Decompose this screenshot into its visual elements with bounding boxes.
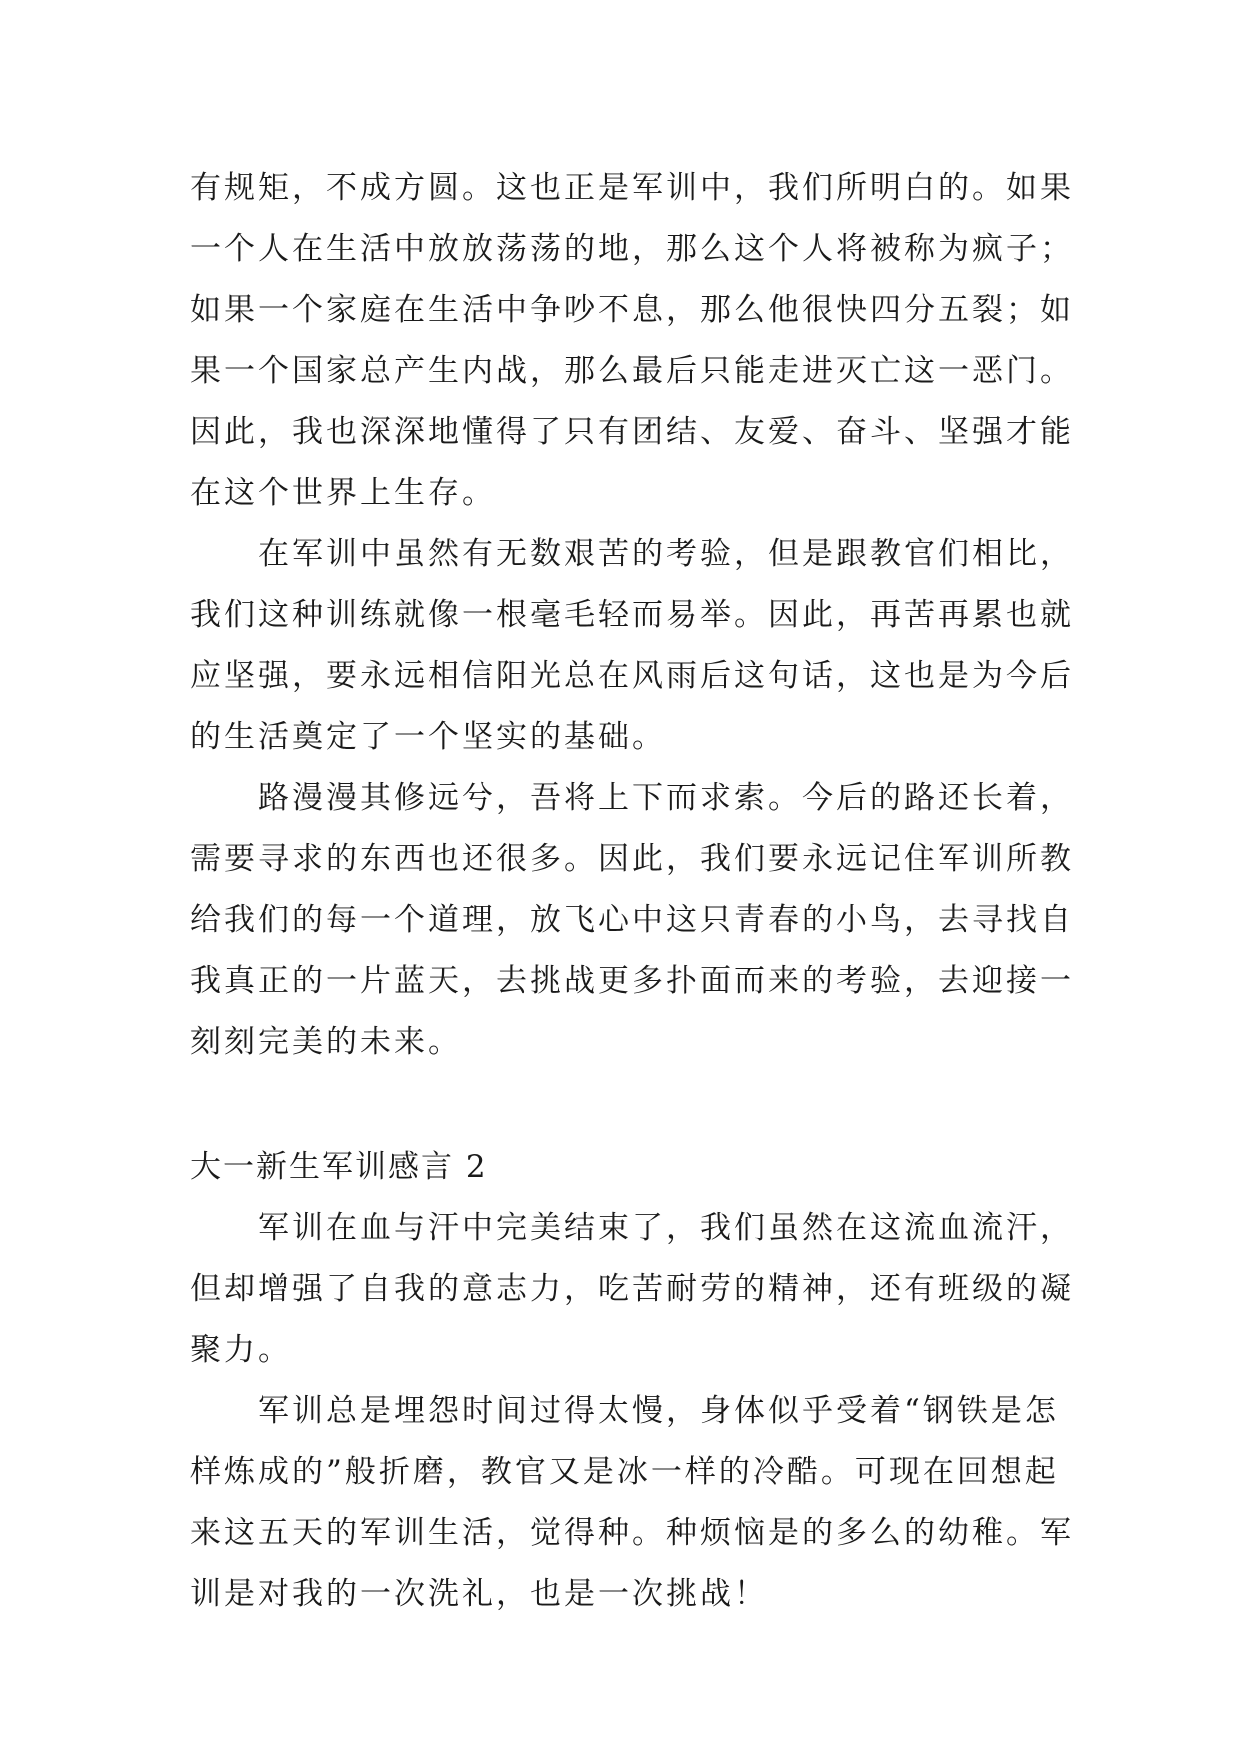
paragraph-4 xyxy=(190,1198,1074,1381)
text-line: 有规矩，不成方圆。这也正是军训中，我们所明白的。如果 xyxy=(190,170,1074,206)
paragraph-5 xyxy=(190,1381,1074,1625)
text-line: 应坚强，要永远相信阳光总在风雨后这句话，这也是为今后 xyxy=(190,658,1074,694)
section-heading: 大一新生军训感言 2 xyxy=(190,1149,488,1185)
text-line: 因此，我也深深地懂得了只有团结、友爱、奋斗、坚强才能 xyxy=(190,414,1074,450)
text-line: 但却增强了自我的意志力，吃苦耐劳的精神，还有班级的凝 xyxy=(190,1271,1074,1307)
paragraph-3 xyxy=(190,768,1074,1073)
text-line: 军训在血与汗中完美结束了，我们虽然在这流血流汗， xyxy=(258,1210,1074,1246)
paragraph-1 xyxy=(190,158,1074,524)
text-line: 刻刻完美的未来。 xyxy=(190,1024,462,1060)
text-line: 我们这种训练就像一根毫毛轻而易举。因此，再苦再累也就 xyxy=(190,597,1074,633)
text-line: 给我们的每一个道理，放飞心中这只青春的小鸟，去寻找自 xyxy=(190,902,1074,938)
text-line: 聚力。 xyxy=(190,1332,292,1368)
text-line: 来这五天的军训生活，觉得种。种烦恼是的多么的幼稚。军 xyxy=(190,1515,1074,1551)
section-gap xyxy=(190,1073,1070,1137)
text-line: 一个人在生活中放放荡荡的地，那么这个人将被称为疯子； xyxy=(190,231,1074,267)
text-line: 我真正的一片蓝天，去挑战更多扑面而来的考验，去迎接一 xyxy=(190,963,1074,999)
text-line: 如果一个家庭在生活中争吵不息，那么他很快四分五裂；如 xyxy=(190,292,1074,328)
text-line: 在这个世界上生存。 xyxy=(190,475,496,511)
text-line: 训是对我的一次洗礼，也是一次挑战！ xyxy=(190,1576,768,1612)
text-line: 的生活奠定了一个坚实的基础。 xyxy=(190,719,666,755)
text-line: 样炼成的”般折磨，教官又是冰一样的冷酷。可现在回想起 xyxy=(190,1454,1059,1490)
text-line: 需要寻求的东西也还很多。因此，我们要永远记住军训所教 xyxy=(190,841,1074,877)
document-body xyxy=(190,158,1074,1625)
text-line: 军训总是埋怨时间过得太慢，身体似乎受着“钢铁是怎 xyxy=(258,1393,1059,1429)
text-line: 路漫漫其修远兮，吾将上下而求索。今后的路还长着， xyxy=(258,780,1074,816)
text-line: 果一个国家总产生内战，那么最后只能走进灭亡这一恶门。 xyxy=(190,353,1074,389)
text-line: 在军训中虽然有无数艰苦的考验，但是跟教官们相比， xyxy=(258,536,1074,572)
paragraph-2 xyxy=(190,524,1074,768)
